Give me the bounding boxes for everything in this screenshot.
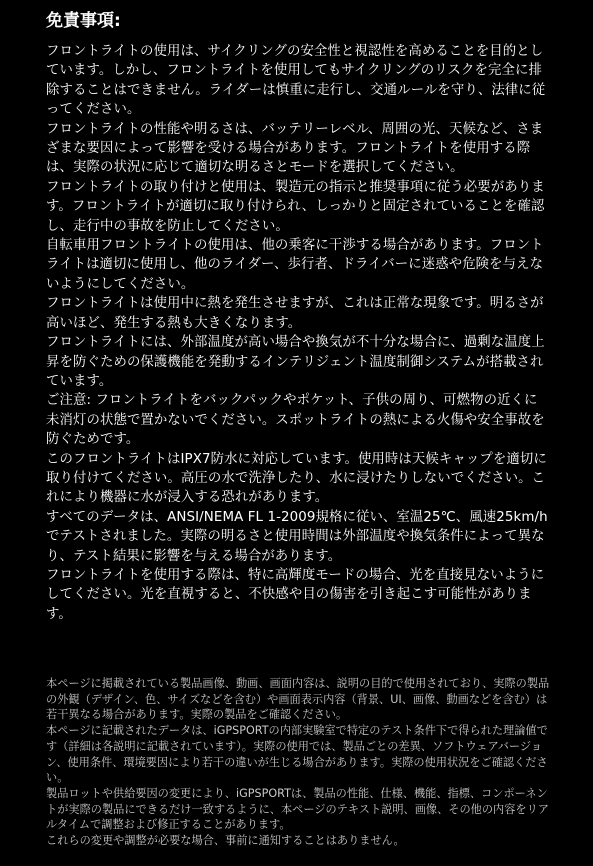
disclaimer-paragraph: フロントライトを使用する際は、特に高輝度モードの場合、光を直接見ないようにしてください。光を直視すると、不快感や目の傷害を引き起こす可能性があります。 (46, 567, 545, 622)
disclaimer-paragraph: すべてのデータは、ANSI/NEMA FL 1-2009規格に従い、室温25℃、風速25km/hでテストされました。実際の明るさと使用時間は外部温度や換気条件によって異なり、テスト結果に影響を与える場合があります。 (46, 509, 548, 564)
footnote-paragraph: 製品ロットや供給要因の変更により、iGPSPORTは、製品の性能、仕様、機能、指標、コンポーネントが実際の製品にできるだけ一致するように、本ページのテキスト説明、画像、その他の内容をリアルタイムで調整および修正することがあります。 (46, 786, 549, 832)
disclaimer-paragraph: フロントライトの取り付けと使用は、製造元の指示と推奨事項に従う必要があります。フロントライトが適切に取り付けられ、しっかりと固定されていることを確認し、走行中の事故を防止してください。 (46, 179, 545, 234)
footnote-paragraph: これらの変更や調整が必要な場合、事前に通知することはありません。 (46, 834, 405, 848)
disclaimer-title: 免責事項: (46, 11, 121, 31)
disclaimer-paragraph: ご注意: フロントライトをバックパックやポケット、子供の周り、可燃物の近くに未消灯の状態で置かないでください。スポットライトの熱による火傷や安全事故を防ぐためです。 (46, 393, 545, 448)
disclaimer-paragraph: 自転車用フロントライトの使用は、他の乗客に干渉する場合があります。フロントライトは適切に使用し、他のライダー、歩行者、ドライバーに迷惑や危険を与えないようにしてください。 (46, 238, 544, 292)
footnote-list (46, 676, 552, 849)
disclaimer-paragraph: フロントライトの使用は、サイクリングの安全性と視認性を高めることを目的としています。しかし、フロントライトを使用してもサイクリングのリスクを完全に排除することはできません。ライダーは慎重に走行し、交通ルールを守り、法律に従ってください。 (46, 44, 546, 118)
footnote-paragraph: 本ページに掲載されている製品画像、動画、画面内容は、説明の目的で使用されており、実際の製品の外観（デザイン、色、サイズなどを含む）や画面表示内容（背景、UI、画像、動画などを含む）は若干異なる場合があります。実際の製品をご確認ください。 (46, 677, 550, 722)
disclaimer-paragraph: フロントライトには、外部温度が高い場合や換気が不十分な場合に、過剰な温度上昇を防ぐための保護機能を発動するインテリジェント温度制御システムが搭載されています。 (46, 335, 545, 389)
disclaimer-paragraph: フロントライトは使用中に熱を発生させますが、これは正常な現象です。明るさが高いほど、発生する熱も大きくなります。 (46, 296, 544, 331)
disclaimer-list (46, 42, 550, 624)
footnote-paragraph: 本ページに記載されたデータは、iGPSPORTの内部実験室で特定のテスト条件下で得られた理論値です（詳細は各説明に記載されています）。実際の使用では、製品ごとの差異、ソフトウェアバージョン、使用条件、環境要因により若干の違いが生じる場合があります。実際の使用状況をご確認ください。 (46, 724, 548, 785)
disclaimer-paragraph: フロントライトの性能や明るさは、バッテリーレベル、周囲の光、天候など、さまざまな要因によって影響を受ける場合があります。フロントライトを使用する際は、実際の状況に応じて適切な明るさとモードを選択してください。 (46, 121, 544, 176)
disclaimer-paragraph: このフロントライトはIPX7防水に対応しています。使用時は天候キャップを適切に取り付けてください。高圧の水で洗浄したり、水に浸けたりしないでください。これにより機器に水が浸入する恐れがあります。 (46, 451, 547, 506)
